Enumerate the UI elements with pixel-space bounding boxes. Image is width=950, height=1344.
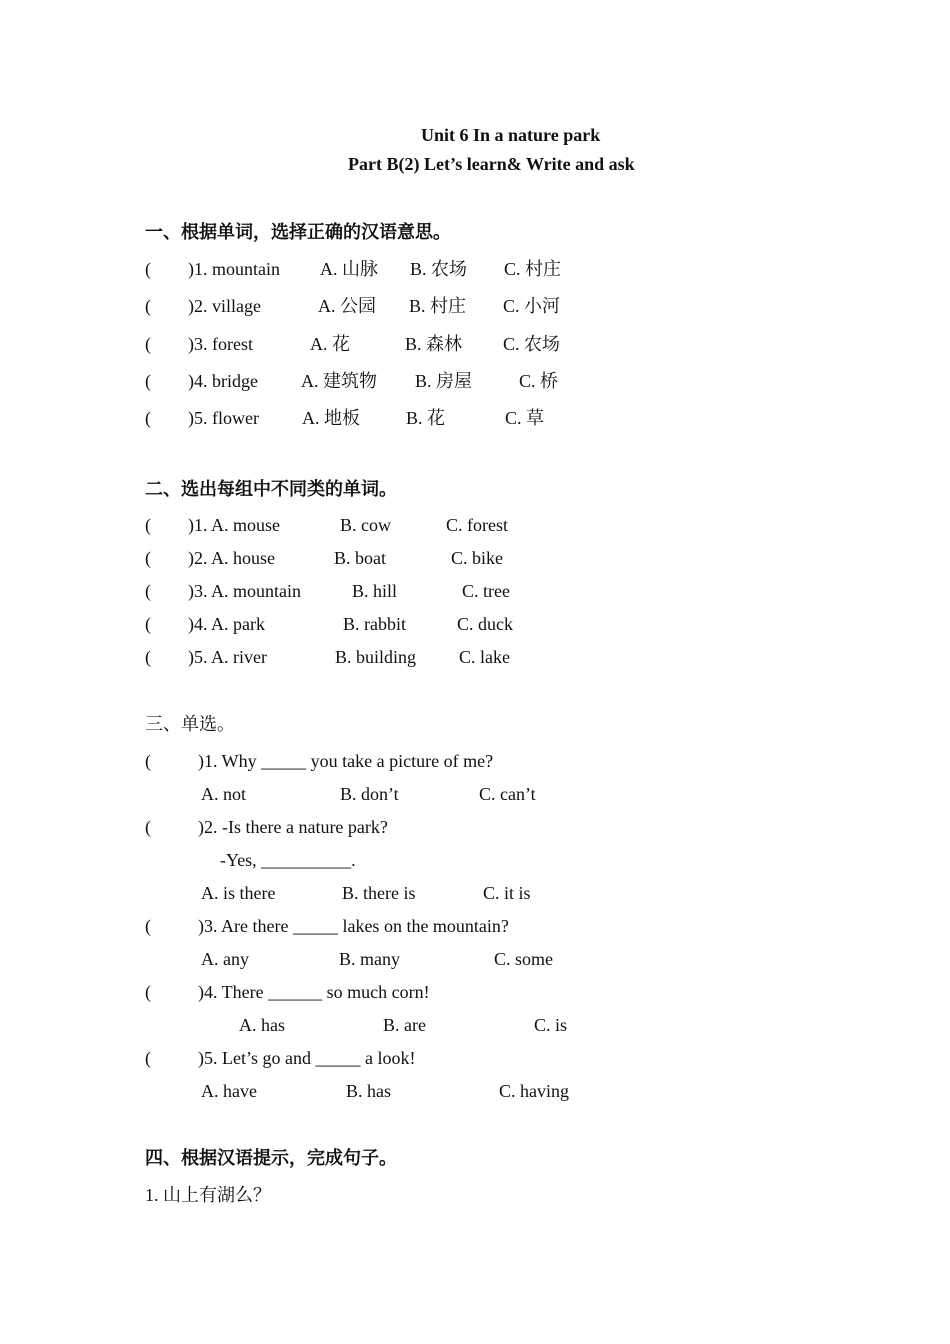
option-b: B. there is	[342, 883, 416, 903]
answer-paren: (	[145, 817, 151, 837]
section-2-heading: 二、选出每组中不同类的单词。	[145, 479, 397, 499]
option-c: C. some	[494, 949, 554, 969]
section-3-heading: 三、单选。	[145, 714, 235, 734]
answer-paren: (	[145, 916, 151, 936]
option-c: C. duck	[457, 614, 513, 634]
option-c: C. 村庄	[504, 259, 562, 279]
answer-paren: (	[145, 1048, 151, 1068]
option-a: )5. A. river	[188, 647, 267, 667]
option-c: C. forest	[446, 515, 508, 535]
answer-paren: (	[145, 408, 151, 428]
option-b: B. don’t	[340, 784, 399, 804]
question-text: )1. Why _____ you take a picture of me?	[198, 751, 494, 771]
answer-paren: (	[145, 647, 151, 667]
title-line-1: Unit 6 In a nature park	[421, 125, 601, 145]
answer-paren: (	[145, 259, 151, 279]
option-b: B. hill	[352, 581, 398, 601]
section-4-item-1: 1. 山上有湖么？	[145, 1185, 271, 1205]
option-b: B. boat	[334, 548, 386, 568]
option-a: A. have	[201, 1081, 257, 1101]
option-a: A. 地板	[302, 408, 360, 428]
question-text: )2. -Is there a nature park?	[198, 817, 388, 837]
option-a: A. 山脉	[320, 259, 378, 279]
option-c: C. 小河	[503, 296, 561, 316]
answer-paren: (	[145, 334, 151, 354]
option-c: C. it is	[483, 883, 531, 903]
section-4-heading: 四、根据汉语提示，完成句子。	[145, 1148, 397, 1168]
option-a: A. 花	[310, 334, 350, 354]
option-a: A. any	[201, 949, 249, 969]
question-text: )5. Let’s go and _____ a look!	[198, 1048, 416, 1068]
option-a: A. is there	[201, 883, 276, 903]
answer-paren: (	[145, 371, 151, 391]
question-word: )1. mountain	[188, 259, 280, 279]
option-c: C. lake	[459, 647, 510, 667]
answer-paren: (	[145, 296, 151, 316]
option-b: B. building	[335, 647, 417, 667]
question-word: )2. village	[188, 296, 261, 316]
option-a: A. not	[201, 784, 246, 804]
option-c: C. 桥	[519, 371, 559, 391]
option-a: )2. A. house	[188, 548, 275, 568]
option-a: A. 建筑物	[301, 371, 377, 391]
option-b: B. 花	[406, 408, 446, 428]
option-c: C. can’t	[479, 784, 536, 804]
option-a: A. has	[239, 1015, 285, 1035]
section-1-heading: 一、根据单词，选择正确的汉语意思。	[145, 222, 451, 242]
option-b: B. are	[383, 1015, 426, 1035]
option-a: )4. A. park	[188, 614, 265, 634]
option-b: B. cow	[340, 515, 391, 535]
option-c: C. having	[499, 1081, 569, 1101]
answer-paren: (	[145, 614, 151, 634]
option-b: B. many	[339, 949, 400, 969]
answer-paren: (	[145, 515, 151, 535]
answer-paren: (	[145, 548, 151, 568]
option-a: )3. A. mountain	[188, 581, 301, 601]
option-a: A. 公园	[318, 296, 376, 316]
question-word: )3. forest	[188, 334, 253, 354]
answer-paren: (	[145, 751, 151, 771]
option-b: B. 森林	[405, 334, 463, 354]
option-b: B. 村庄	[409, 296, 467, 316]
option-b: B. 农场	[410, 259, 468, 279]
answer-paren: (	[145, 581, 151, 601]
option-c: C. bike	[451, 548, 503, 568]
question-word: )5. flower	[188, 408, 259, 428]
question-subtext: -Yes, __________.	[220, 850, 356, 870]
option-c: C. 农场	[503, 334, 561, 354]
option-b: B. 房屋	[415, 371, 473, 391]
option-b: B. has	[346, 1081, 391, 1101]
question-word: )4. bridge	[188, 371, 258, 391]
option-a: )1. A. mouse	[188, 515, 280, 535]
option-c: C. 草	[505, 408, 545, 428]
option-c: C. is	[534, 1015, 568, 1035]
question-text: )4. There ______ so much corn!	[198, 982, 430, 1002]
option-b: B. rabbit	[343, 614, 406, 634]
question-text: )3. Are there _____ lakes on the mountain?	[198, 916, 509, 936]
title-line-2: Part B(2) Let’s learn& Write and ask	[348, 154, 635, 174]
option-c: C. tree	[462, 581, 510, 601]
answer-paren: (	[145, 982, 151, 1002]
